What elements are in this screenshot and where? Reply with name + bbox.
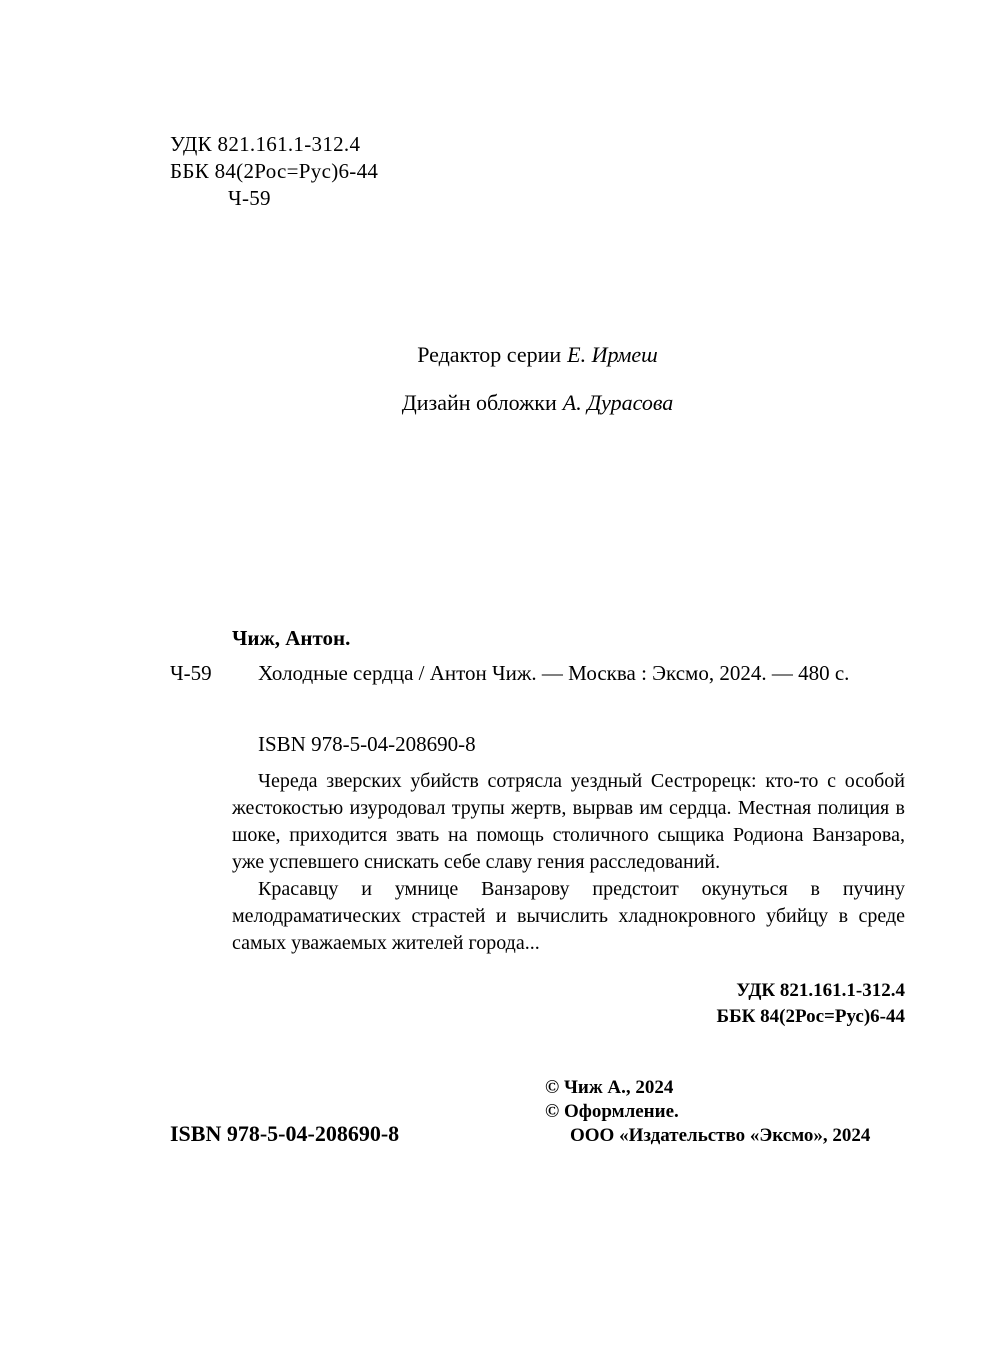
cover-design-label: Дизайн обложки [401,390,557,415]
catalog-author: Чиж, Антон. [232,626,351,650]
bottom-isbn: ISBN 978-5-04-208690-8 [170,1121,400,1146]
bbk-line: ББК 84(2Рос=Рус)6-44 [170,159,379,183]
copyright-author-line: © Чиж А., 2024 [545,1077,674,1098]
copyright-publisher-line: ООО «Издательство «Эксмо», 2024 [570,1125,871,1146]
annotation-paragraph-2: Красавцу и умнице Ванзарову предстоит окунуться в пучину мелодраматических страстей и вычислить хладнокровного убийцу в среде самых уважаемых жителей города... [232,878,905,954]
series-editor-name: Е. Ирмеш [567,342,658,367]
annotation-block [232,768,905,957]
udk-line: УДК 821.161.1-312.4 [170,132,361,156]
footer-classification-block [170,978,905,1030]
catalog-title-line: Холодные сердца / Антон Чиж. — Москва : Эксмо, 2024. — 480 с. [258,661,850,685]
catalog-sign: Ч-59 [170,661,212,685]
cover-design-name: А. Дурасова [562,390,674,415]
copyright-design-line: © Оформление. [545,1101,679,1122]
author-sign: Ч-59 [228,186,271,210]
credits-block [170,342,905,438]
footer-udk-line: УДК 821.161.1-312.4 [736,980,905,1001]
classification-block [170,131,378,212]
cover-design-line [170,390,905,416]
footer-bbk-line: ББК 84(2Рос=Рус)6-44 [716,1006,905,1027]
catalog-isbn: ISBN 978-5-04-208690-8 [258,732,476,756]
series-editor-line [170,342,905,368]
annotation-paragraph-1: Череда зверских убийств сотрясла уездный Сестрорецк: кто-то с особой жестокостью изуродовал трупы жертв, вырвав им сердца. Местная полиция в шоке, приходится звать на помощь столичного сыщика Родиона Ванзарова, уже успевшего снискать себе славу гения расследований. [232,770,905,873]
series-editor-label: Редактор серии [417,342,562,367]
copyright-block [545,1076,870,1148]
